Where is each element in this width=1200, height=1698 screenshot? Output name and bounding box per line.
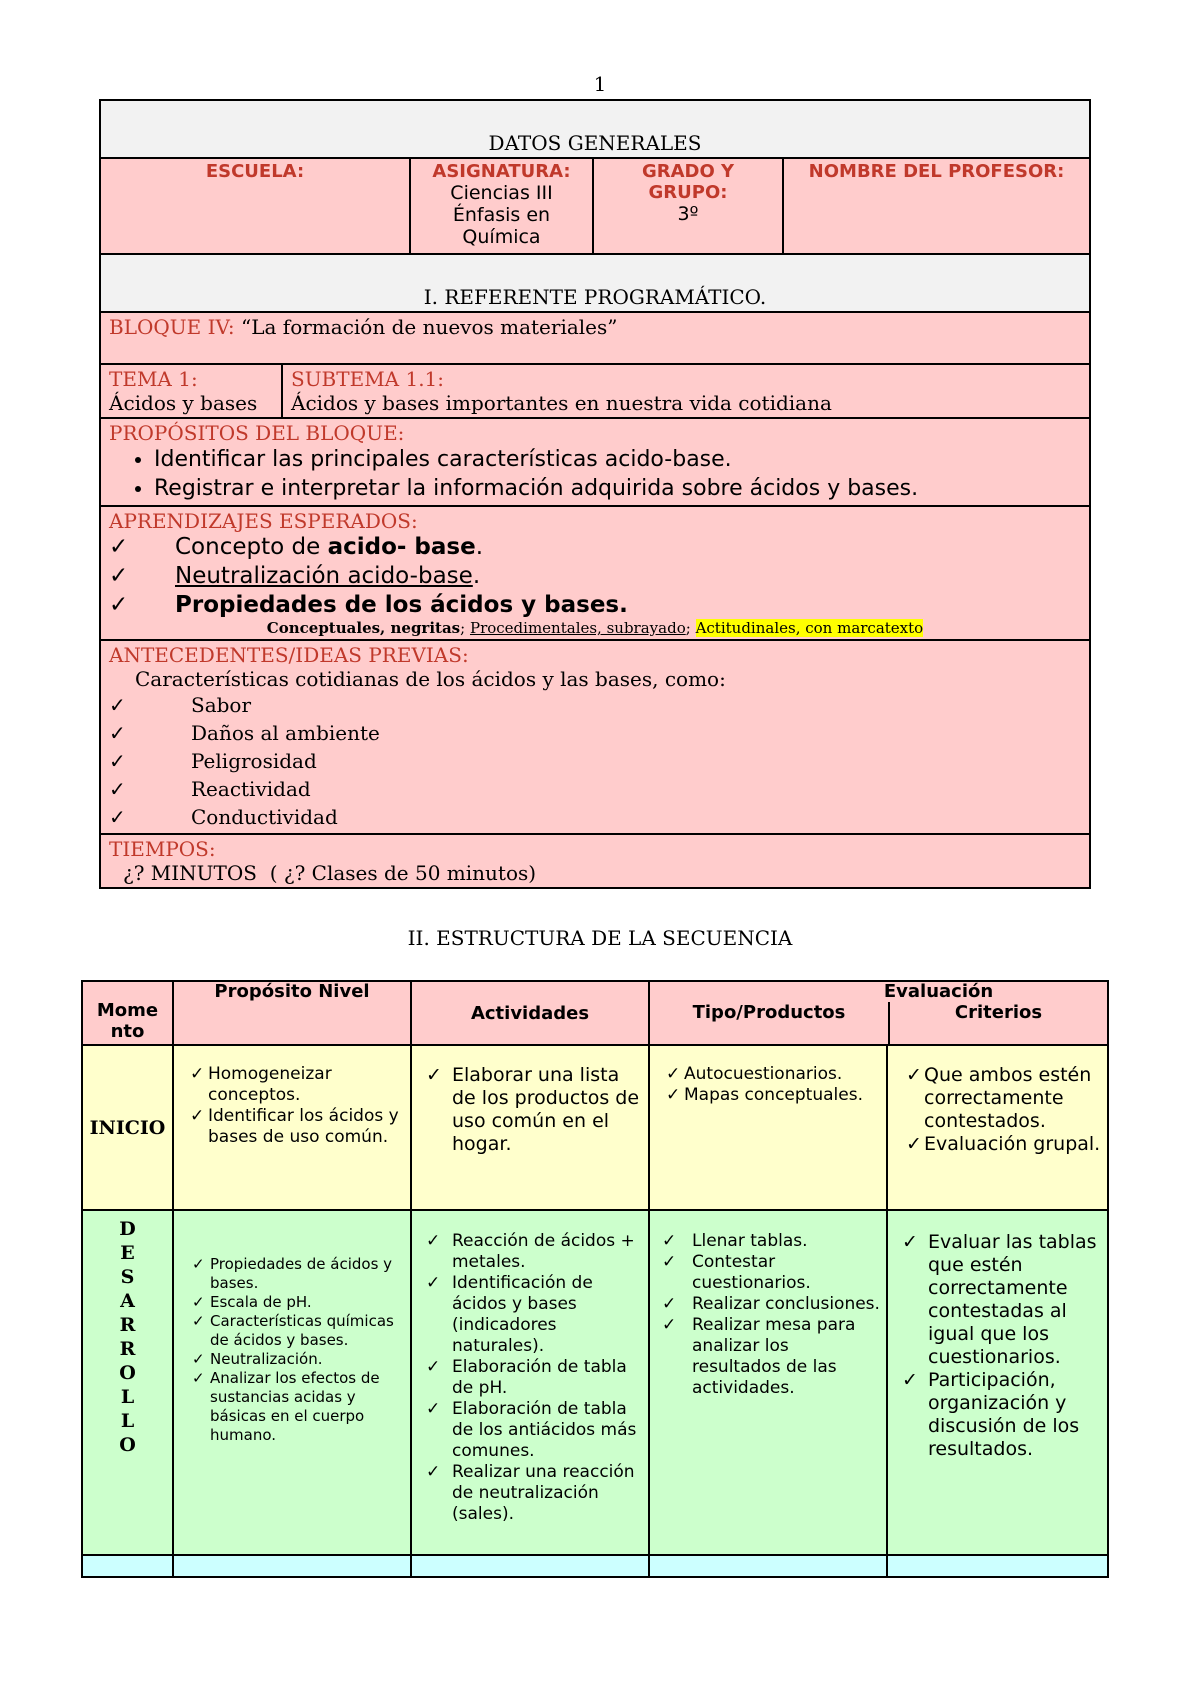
inicio-proposito-cell xyxy=(173,1045,411,1210)
header-actividades: Actividades xyxy=(411,981,649,1045)
grado-value: 3º xyxy=(677,203,699,225)
momento-desarrollo-cell xyxy=(82,1210,173,1555)
subtema-value: Ácidos y bases importantes en nuestra vida cotidiana xyxy=(291,391,832,415)
legend-sep: ; xyxy=(685,619,691,637)
check-icon: ✓ xyxy=(906,1133,922,1155)
list-item xyxy=(666,1085,880,1106)
asignatura-line-3: Química xyxy=(462,226,541,248)
check-icon: ✓ xyxy=(662,1315,677,1335)
desarrollo-actividades-cell xyxy=(411,1210,649,1555)
empty-cell xyxy=(411,1555,649,1577)
aprendizaje-suffix: . xyxy=(475,534,484,560)
list-item-text: Realizar una reacción de neutralización (sales). xyxy=(452,1462,635,1524)
check-icon: ✓ xyxy=(192,1369,205,1387)
legend-conceptuales: Conceptuales, negritas xyxy=(266,619,461,637)
tema-cell xyxy=(100,364,282,418)
aprendizajes-cell xyxy=(100,506,1090,640)
list-item-text: Autocuestionarios. xyxy=(684,1064,843,1084)
list-item xyxy=(426,1399,642,1462)
check-icon: ✓ xyxy=(666,1064,681,1084)
desarrollo-actividades-list xyxy=(418,1231,642,1525)
inicio-criterios-list xyxy=(894,1064,1101,1156)
asignatura-label: ASIGNATURA: xyxy=(432,161,571,182)
datos-generales-table xyxy=(99,99,1091,889)
empty-cell xyxy=(173,1555,411,1577)
antecedentes-cell xyxy=(100,640,1090,834)
check-icon: ✓ xyxy=(902,1231,918,1253)
check-icon: ✓ xyxy=(190,1106,205,1126)
list-item xyxy=(192,1350,404,1369)
tiempos-value: ¿? MINUTOS ( ¿? Clases de 50 minutos) xyxy=(123,861,537,885)
list-item xyxy=(192,1369,404,1445)
antecedentes-label: ANTECEDENTES/IDEAS PREVIAS: xyxy=(109,643,469,667)
aprendizajes-legend xyxy=(109,619,1081,637)
list-item-text: Características químicas de ácidos y bases. xyxy=(210,1312,394,1349)
desarrollo-criterios-list xyxy=(894,1231,1101,1461)
list-item-text: Contestar cuestionarios. xyxy=(692,1252,811,1293)
list-item xyxy=(666,1064,880,1085)
list-item xyxy=(190,1106,404,1148)
aprendizajes-label: APRENDIZAJES ESPERADOS: xyxy=(109,509,418,533)
escuela-label: ESCUELA: xyxy=(205,161,305,182)
momento-letter: L xyxy=(120,1386,135,1408)
momento-letter: S xyxy=(120,1266,135,1288)
asignatura-line-1: Ciencias III xyxy=(450,182,553,204)
check-icon: ✓ xyxy=(192,1312,205,1330)
list-item-text: Reacción de ácidos + metales. xyxy=(452,1231,635,1272)
list-item-text: Escala de pH. xyxy=(210,1293,312,1311)
asignatura-line-2: Énfasis en xyxy=(452,204,551,226)
list-item-text: Elaboración de tabla de pH. xyxy=(452,1357,627,1398)
list-item xyxy=(906,1064,1101,1133)
list-item-text: Neutralización. xyxy=(210,1350,323,1368)
momento-letter: D xyxy=(119,1218,136,1240)
list-item-text: Elaborar una lista de los productos de uso común en el hogar. xyxy=(452,1064,640,1155)
list-item xyxy=(902,1369,1101,1461)
check-icon: ✓ xyxy=(662,1294,677,1314)
subtema-cell xyxy=(282,364,1090,418)
list-item xyxy=(902,1231,1101,1369)
header-momento: Momento xyxy=(82,981,173,1045)
aprendizaje-suffix: . xyxy=(472,563,481,589)
tiempos-label: TIEMPOS: xyxy=(109,837,216,861)
profesor-cell xyxy=(783,158,1090,254)
list-item-text: Realizar conclusiones. xyxy=(692,1294,880,1314)
escuela-cell xyxy=(100,158,410,254)
antecedente-text: Conductividad xyxy=(191,805,338,829)
aprendizaje-bold-text: Propiedades de los ácidos y bases xyxy=(175,592,620,618)
evaluacion-subheaders xyxy=(650,1002,1107,1044)
list-item-text: Llenar tablas. xyxy=(692,1231,808,1251)
list-item-text: Realizar mesa para analizar los resultados de las actividades. xyxy=(692,1315,856,1398)
check-icon: ✓ xyxy=(192,1293,205,1311)
header-tipo: Tipo/Productos xyxy=(692,1002,846,1023)
aprendizaje-suffix: . xyxy=(619,592,628,618)
list-item xyxy=(190,1064,404,1106)
check-icon: ✓ xyxy=(666,1085,681,1105)
list-item-text: Mapas conceptuales. xyxy=(684,1085,863,1105)
momento-letter: R xyxy=(119,1338,136,1360)
antecedente-item xyxy=(109,747,1081,775)
list-item-text: Identificar los ácidos y bases de uso común. xyxy=(208,1106,399,1147)
antecedentes-list xyxy=(109,691,1081,831)
check-icon: ✓ xyxy=(426,1064,442,1086)
check-icon: ✓ xyxy=(426,1273,441,1293)
momento-letter: O xyxy=(119,1362,136,1384)
list-item-text: Elaboración de tabla de los antiácidos más comunes. xyxy=(452,1399,637,1461)
empty-cell xyxy=(82,1555,173,1577)
momento-letter: A xyxy=(120,1290,135,1312)
header-evaluacion: Evaluación xyxy=(883,981,994,1002)
asignatura-cell xyxy=(410,158,593,254)
aprendizaje-item xyxy=(109,562,1081,591)
tiempos-cell xyxy=(100,834,1090,888)
check-icon: ✓ xyxy=(109,592,129,618)
desarrollo-criterios-cell xyxy=(887,1210,1108,1555)
inicio-actividades-list xyxy=(418,1064,642,1156)
proposito-item: • Registrar e interpretar la información adquirida sobre ácidos y bases. xyxy=(154,474,1081,503)
profesor-label: NOMBRE DEL PROFESOR: xyxy=(808,161,1065,182)
desarrollo-tipo-cell xyxy=(649,1210,887,1555)
header-criterios: Criterios xyxy=(888,1002,1107,1044)
check-icon: ✓ xyxy=(109,563,129,589)
list-item xyxy=(906,1133,1101,1156)
list-item-text: Homogeneizar conceptos. xyxy=(208,1064,332,1105)
bloque-cell xyxy=(100,312,1090,364)
check-icon: ✓ xyxy=(426,1231,441,1251)
list-item xyxy=(426,1064,642,1156)
secuencia-table xyxy=(81,980,1109,1578)
page-number: 1 xyxy=(593,72,607,96)
subtema-label: SUBTEMA 1.1: xyxy=(291,367,445,391)
bloque-label: BLOQUE IV: xyxy=(109,315,235,339)
aprendizaje-item xyxy=(109,533,1081,562)
list-item xyxy=(426,1357,642,1399)
list-item-text: Identificación de ácidos y bases (indicadores naturales). xyxy=(452,1273,593,1356)
bloque-value: “La formación de nuevos materiales” xyxy=(241,315,618,339)
check-icon: ✓ xyxy=(192,1255,205,1273)
propositos-label: PROPÓSITOS DEL BLOQUE: xyxy=(109,421,405,445)
list-item xyxy=(662,1315,880,1399)
check-icon: ✓ xyxy=(426,1357,441,1377)
inicio-tipo-cell xyxy=(649,1045,887,1210)
list-item xyxy=(662,1252,880,1294)
check-icon: ✓ xyxy=(662,1231,677,1251)
check-icon: ✓ xyxy=(426,1399,441,1419)
estructura-title: II. ESTRUCTURA DE LA SECUENCIA xyxy=(407,926,793,950)
list-item-text: Propiedades de ácidos y bases. xyxy=(210,1255,393,1292)
aprendizaje-item xyxy=(109,591,1081,620)
check-icon: ✓ xyxy=(109,721,126,745)
list-item xyxy=(426,1462,642,1525)
check-icon: ✓ xyxy=(902,1369,918,1391)
proposito-item: • Identificar las principales características acido-base. xyxy=(154,445,1081,474)
list-item-text: Participación, organización y discusión de los resultados. xyxy=(928,1369,1080,1460)
momento-letter: R xyxy=(119,1314,136,1336)
inicio-criterios-cell xyxy=(887,1045,1108,1210)
antecedente-item xyxy=(109,775,1081,803)
antecedente-text: Peligrosidad xyxy=(191,749,317,773)
antecedente-item xyxy=(109,719,1081,747)
list-item-text: Evaluar las tablas que estén correctamente contestadas al igual que los cuestionarios. xyxy=(928,1231,1097,1368)
momento-letter: E xyxy=(120,1242,135,1264)
momento-letter: L xyxy=(120,1410,135,1432)
aprendizaje-bold-text: acido- base xyxy=(327,534,476,560)
list-item xyxy=(426,1231,642,1273)
list-item xyxy=(426,1273,642,1357)
aprendizaje-text: Concepto de xyxy=(175,534,328,560)
desarrollo-proposito-list xyxy=(180,1255,404,1445)
check-icon: ✓ xyxy=(109,534,129,560)
check-icon: ✓ xyxy=(906,1064,922,1086)
antecedente-text: Reactividad xyxy=(191,777,311,801)
inicio-actividades-cell xyxy=(411,1045,649,1210)
antecedente-item xyxy=(109,803,1081,831)
grado-cell xyxy=(593,158,783,254)
list-item xyxy=(192,1293,404,1312)
check-icon: ✓ xyxy=(426,1462,441,1482)
list-item-text: Que ambos estén correctamente contestados. xyxy=(924,1064,1092,1132)
referente-title: I. REFERENTE PROGRAMÁTICO. xyxy=(100,254,1090,312)
check-icon: ✓ xyxy=(109,749,126,773)
legend-sep: ; xyxy=(460,619,466,637)
momento-inicio: INICIO xyxy=(82,1045,173,1210)
check-icon: ✓ xyxy=(662,1252,677,1272)
grado-label: GRADO Y GRUPO: xyxy=(641,161,735,203)
datos-generales-title: DATOS GENERALES xyxy=(100,100,1090,158)
check-icon: ✓ xyxy=(109,777,126,801)
tema-value: Ácidos y bases xyxy=(109,391,258,415)
list-item xyxy=(192,1312,404,1350)
check-icon: ✓ xyxy=(109,805,126,829)
legend-actitudinales: Actitudinales, con marcatexto xyxy=(695,619,924,637)
tema-label: TEMA 1: xyxy=(109,367,198,391)
desarrollo-proposito-cell xyxy=(173,1210,411,1555)
antecedente-text: Sabor xyxy=(191,693,252,717)
propositos-cell xyxy=(100,418,1090,506)
list-item xyxy=(662,1294,880,1315)
desarrollo-tipo-list xyxy=(656,1231,880,1399)
header-proposito: Propósito Nivel xyxy=(173,981,411,1045)
list-item-text: Evaluación grupal. xyxy=(924,1133,1101,1155)
inicio-proposito-list xyxy=(180,1064,404,1148)
check-icon: ✓ xyxy=(192,1350,205,1368)
antecedente-item xyxy=(109,691,1081,719)
momento-desarrollo xyxy=(89,1217,166,1457)
legend-procedimentales: Procedimentales, subrayado xyxy=(469,619,686,637)
header-evaluacion-cell xyxy=(649,981,1108,1045)
list-item xyxy=(192,1255,404,1293)
aprendizajes-list xyxy=(109,533,1081,620)
check-icon: ✓ xyxy=(190,1064,205,1084)
antecedente-text: Daños al ambiente xyxy=(191,721,380,745)
momento-letter: O xyxy=(119,1434,136,1456)
aprendizaje-underlined-text: Neutralización acido-base xyxy=(175,563,473,589)
empty-cell xyxy=(887,1555,1108,1577)
inicio-tipo-list xyxy=(656,1064,880,1106)
list-item xyxy=(662,1231,880,1252)
propositos-list xyxy=(109,445,1081,503)
check-icon: ✓ xyxy=(109,693,126,717)
antecedentes-intro: Características cotidianas de los ácidos y las bases, como: xyxy=(135,667,726,691)
empty-cell xyxy=(649,1555,887,1577)
list-item-text: Analizar los efectos de sustancias acidas y básicas en el cuerpo humano. xyxy=(210,1369,380,1444)
